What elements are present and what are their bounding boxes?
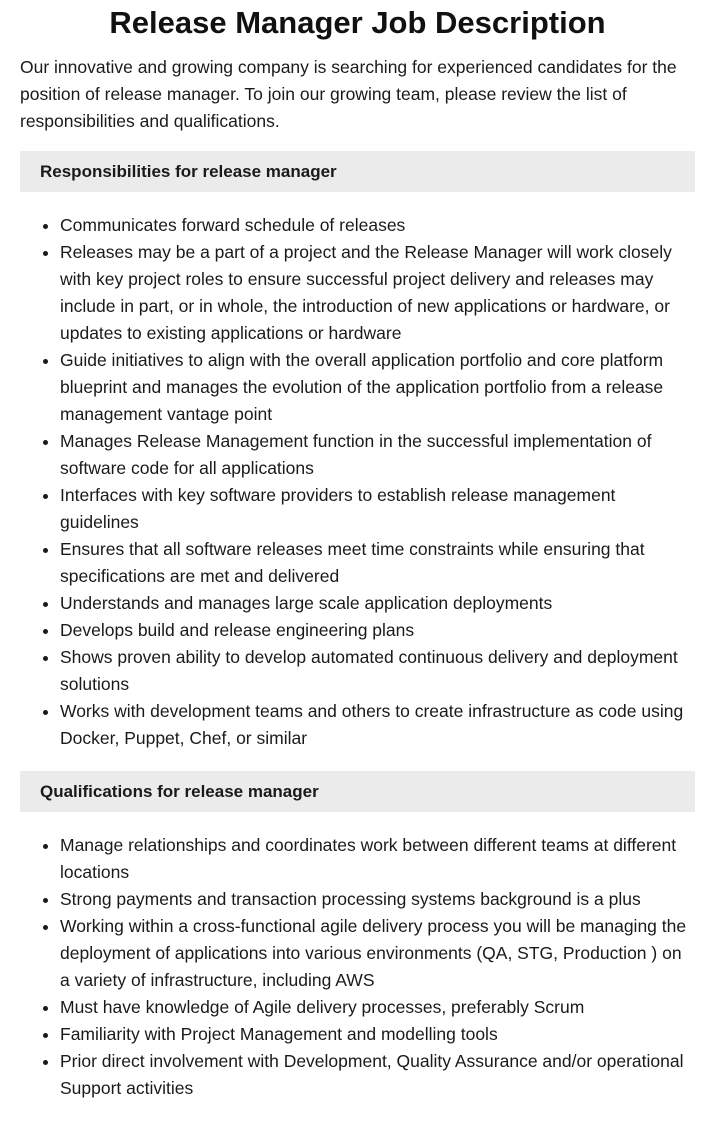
- list-item: • Manages Release Management function in the successful implementation of software code for all applications: [60, 428, 695, 482]
- list-item: • Interfaces with key software providers to establish release management guidelines: [60, 482, 695, 536]
- intro-paragraph: Our innovative and growing company is searching for experienced candidates for the position of release manager. To join our growing team, please review the list of responsibilities and qualifications.: [20, 57, 677, 131]
- list-item: • Familiarity with Project Management and modelling tools: [60, 1021, 695, 1048]
- list-item: • Guide initiatives to align with the overall application portfolio and core platform blueprint and manages the evolution of the application portfolio from a release management vantage point: [60, 347, 695, 428]
- list-item: • Must have knowledge of Agile delivery processes, preferably Scrum: [60, 994, 695, 1021]
- list-item: • Working within a cross-functional agile delivery process you will be managing the deployment of applications into various environments (QA, STG, Production ) on a variety of infrastructure, including AWS: [60, 913, 695, 994]
- list-item: • Works with development teams and others to create infrastructure as code using Docker, Puppet, Chef, or similar: [60, 698, 695, 752]
- list-item: • Develops build and release engineering plans: [60, 617, 695, 644]
- page-title: Release Manager Job Description: [109, 5, 606, 40]
- list-item: • Ensures that all software releases meet time constraints while ensuring that specifications are met and delivered: [60, 536, 695, 590]
- list-item: • Manage relationships and coordinates work between different teams at different locations: [60, 832, 695, 886]
- qualifications-list: [20, 832, 695, 1102]
- responsibilities-list: [20, 212, 695, 752]
- list-item: • Understands and manages large scale application deployments: [60, 590, 695, 617]
- list-item: • Communicates forward schedule of releases: [60, 212, 695, 239]
- qualifications-heading: Qualifications for release manager: [20, 771, 695, 812]
- list-item: • Shows proven ability to develop automated continuous delivery and deployment solutions: [60, 644, 695, 698]
- list-item: • Strong payments and transaction processing systems background is a plus: [60, 886, 695, 913]
- list-item: • Releases may be a part of a project and the Release Manager will work closely with key project roles to ensure successful project delivery and releases may include in part, or in whole, the introduction of new applications or hardware, or updates to existing applications or hardware: [60, 239, 695, 347]
- responsibilities-heading: Responsibilities for release manager: [20, 151, 695, 192]
- list-item: • Prior direct involvement with Development, Quality Assurance and/or operational Support activities: [60, 1048, 695, 1102]
